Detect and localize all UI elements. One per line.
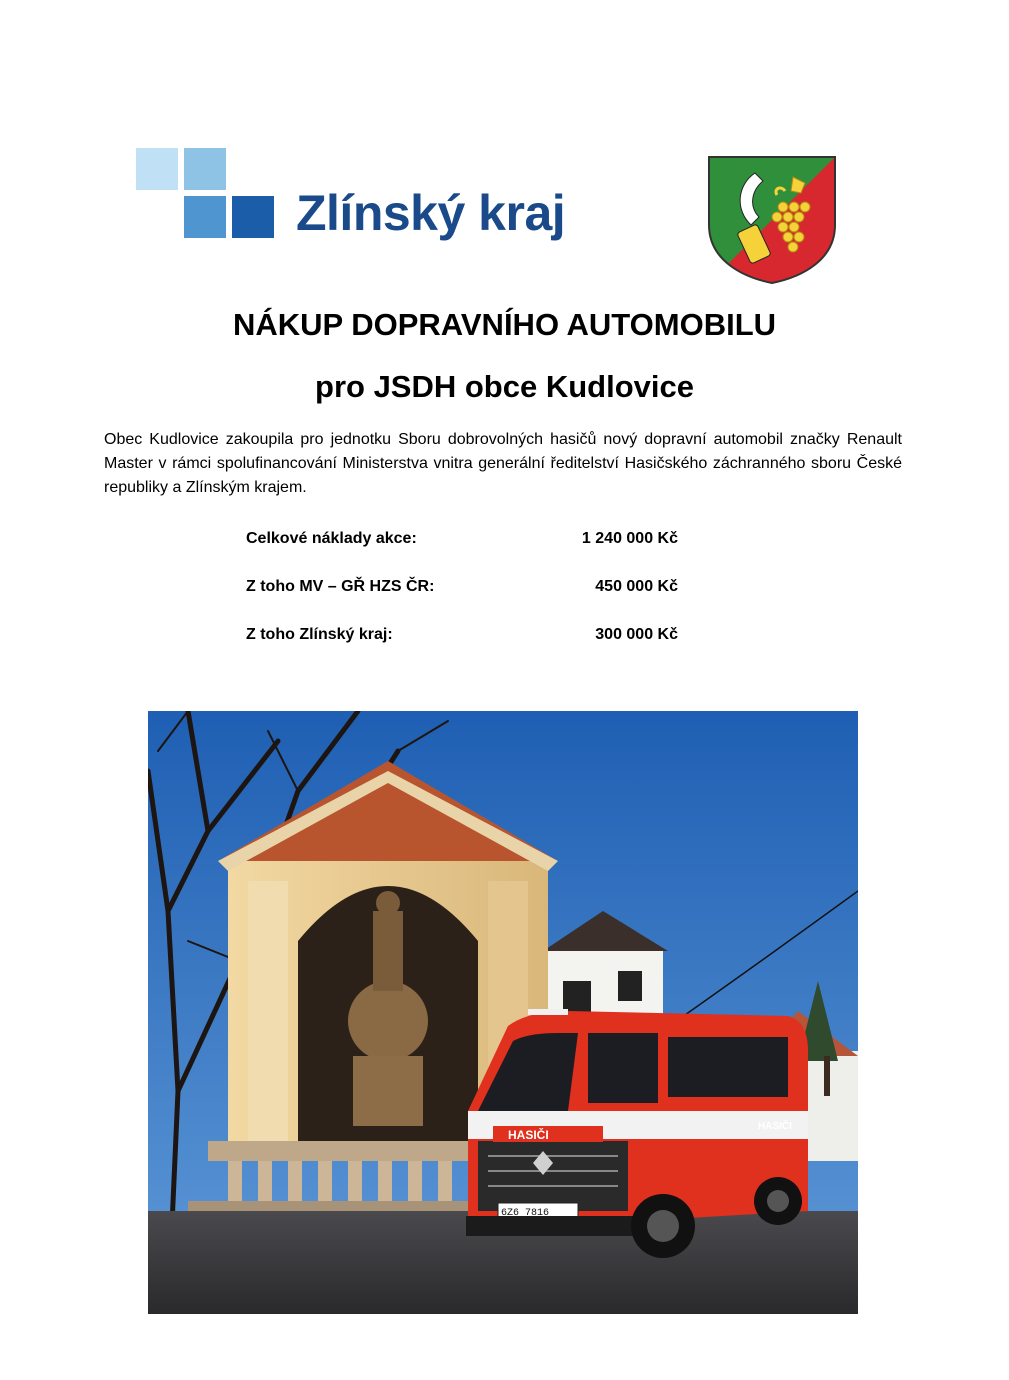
- cost-row-total: [246, 530, 686, 578]
- cost-value: 1 240 000 Kč: [581, 530, 678, 547]
- cost-label: Z toho MV – GŘ HZS ČR:: [246, 578, 435, 595]
- van-license-plate: 6Z6 7816: [501, 1208, 550, 1219]
- van-front-label: HASIČI: [508, 1128, 549, 1142]
- cost-label: Celkové náklady akce:: [246, 530, 417, 547]
- coat-of-arms-icon: [707, 155, 837, 285]
- zlinsky-kraj-logo: [136, 148, 576, 258]
- logo-region-name: Zlínský kraj: [296, 185, 566, 241]
- logo-square-mid: [184, 148, 226, 190]
- cost-label: Z toho Zlínský kraj:: [246, 626, 393, 643]
- costs-list: [246, 530, 686, 674]
- logo-square-dark: [232, 196, 274, 238]
- van-side-label: HASIČI: [758, 1121, 792, 1132]
- cost-row-ministry: [246, 578, 686, 626]
- cost-value: 300 000 Kč: [595, 626, 678, 643]
- fire-van-photo: [148, 711, 858, 1314]
- logo-square-light: [136, 148, 178, 190]
- logo-square-blue: [184, 196, 226, 238]
- cost-row-region: [246, 626, 686, 674]
- description-paragraph: Obec Kudlovice zakoupila pro jednotku Sboru dobrovolných hasičů nový dopravní automobil značky Renault Master v rámci spolufinancování Ministerstva vnitra generální ředitelství Hasičského záchranného sboru České republiky a Zlínským krajem.: [104, 431, 902, 496]
- cost-value: 450 000 Kč: [595, 578, 678, 595]
- page-subtitle: pro JSDH obce Kudlovice: [315, 369, 694, 404]
- page-title: NÁKUP DOPRAVNÍHO AUTOMOBILU: [232, 307, 777, 342]
